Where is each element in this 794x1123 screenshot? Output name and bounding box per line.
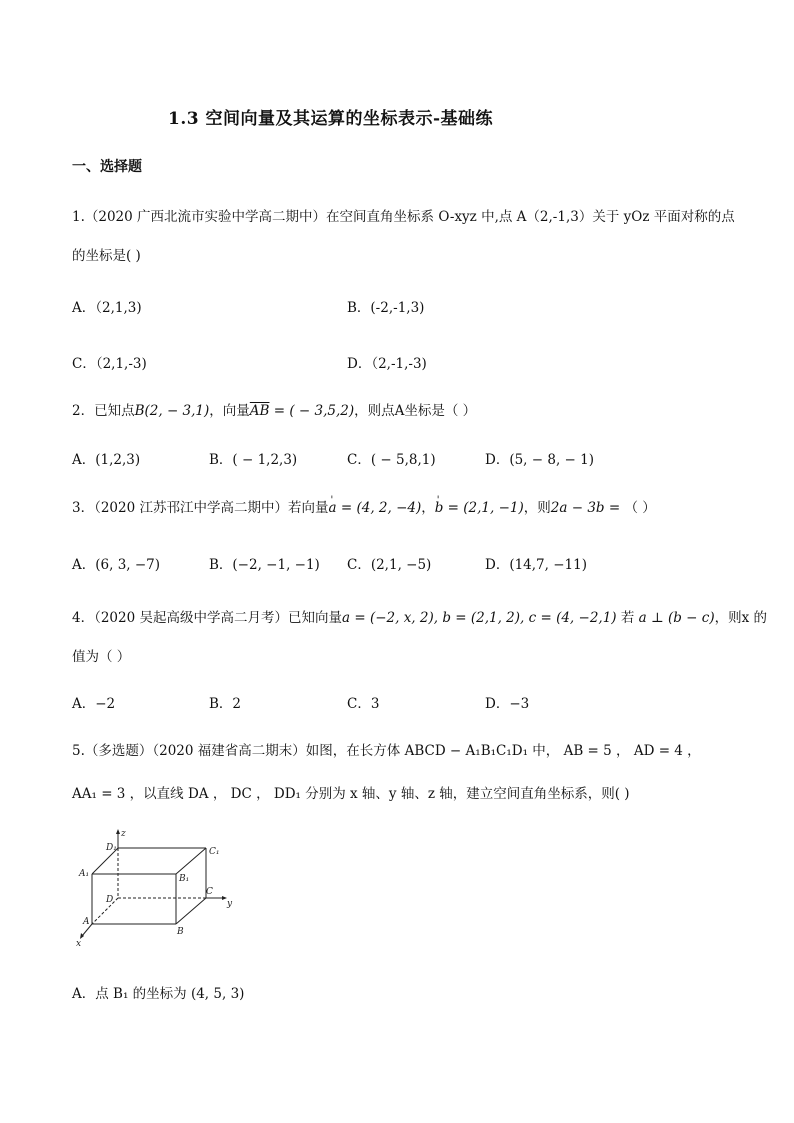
q4-post: ，则x 的 xyxy=(714,610,768,626)
label-c: C xyxy=(206,887,213,897)
edge-bc xyxy=(176,898,206,924)
question-4-line1 xyxy=(72,608,767,628)
q1-option-a: A．（2,1,3) xyxy=(72,300,142,316)
label-y: y xyxy=(227,899,233,909)
question-2 xyxy=(72,401,476,421)
edge-da-hidden xyxy=(92,898,118,924)
section-heading: 一、选择题 xyxy=(72,159,142,175)
q3-vector-a-value: = (4, 2, −4) xyxy=(336,500,422,516)
label-x: x xyxy=(76,939,82,949)
q1-option-d: D．（2,-1,-3) xyxy=(347,356,427,372)
q4-vectors: a = (−2, x, 2), b = (2,1, 2), c = (4, −2,1) xyxy=(342,610,617,626)
q3-option-b: B．(−2, −1, −1) xyxy=(209,557,320,573)
z-arrow xyxy=(116,829,120,834)
q2-mid: ，向量 xyxy=(209,403,250,419)
q1-option-b: B．(-2,-1,3) xyxy=(347,300,425,316)
q3-vector-b-value: = (2,1, −1) xyxy=(443,500,524,516)
q2-vector-value: = ( − 3,5,2) xyxy=(269,403,355,419)
label-d1: D₁ xyxy=(106,843,117,853)
question-1-line1: 1.（2020 广西北流市实验中学高二期中）在空间直角坐标系 O-xyz 中,点 A（2,-1,3）关于 yOz 平面对称的点 xyxy=(72,209,735,225)
q2-post: ，则点A坐标是（ ） xyxy=(354,403,477,419)
q4-mid: 若 xyxy=(616,610,639,626)
q2-vector-ab: $\overline{AB}$ xyxy=(249,403,270,419)
q2-option-a: A．(1,2,3) xyxy=(72,452,141,468)
question-5-line1: 5.（多选题）（2020 福建省高二期末）如图，在长方体 ABCD − A₁B₁C₁D₁ 中， AB = 5 ， AD = 4 ， xyxy=(72,743,701,759)
q3-sep: ， xyxy=(421,500,435,516)
q3-option-d: D．(14,7, −11) xyxy=(485,557,587,573)
q5-option-a: A．点 B₁ 的坐标为 (4, 5, 3) xyxy=(72,986,245,1002)
label-c1: C₁ xyxy=(209,847,220,857)
label-b: B xyxy=(177,927,184,937)
edge-b1c1 xyxy=(176,848,206,874)
q3-post2: = （ ） xyxy=(604,500,656,516)
question-5-line2: AA₁ = 3 ，以直线 DA ， DC ， DD₁ 分别为 x 轴、y 轴、z 轴，建立空间直角坐标系，则( ) xyxy=(72,786,630,802)
q3-vector-b: ' b xyxy=(435,500,444,516)
cuboid-figure xyxy=(72,826,242,950)
q2-point: B(2, − 3,1) xyxy=(134,403,210,419)
label-d: D xyxy=(106,895,114,905)
question-3 xyxy=(72,498,656,518)
q2-option-b: B．( − 1,2,3) xyxy=(209,452,298,468)
label-a: A xyxy=(83,917,90,927)
q3-post1: ，则 xyxy=(523,500,551,516)
q3-vector-a: ' a xyxy=(329,500,337,516)
page-title: 1.3 空间向量及其运算的坐标表示-基础练 xyxy=(168,109,494,129)
q4-option-b: B．2 xyxy=(209,696,242,712)
label-b1: B₁ xyxy=(179,874,190,884)
question-4-line2: 值为（ ） xyxy=(72,649,131,665)
q4-option-d: D．−3 xyxy=(485,696,530,712)
q1-option-c: C．（2,1,-3) xyxy=(72,356,147,372)
q2-option-d: D．(5, − 8, − 1) xyxy=(485,452,594,468)
q3-expression: 2a − 3b xyxy=(550,500,605,516)
q3-pre: 3．（2020 江苏邗江中学高二期中）若向量 xyxy=(72,500,329,516)
q3-option-a: A．(6, 3, −7) xyxy=(72,557,161,573)
q4-option-a: A．−2 xyxy=(72,696,116,712)
q2-pre: 2．已知点 xyxy=(72,403,135,419)
question-1-line2: 的坐标是( ) xyxy=(72,248,141,264)
q4-pre: 4．（2020 吴起高级中学高二月考）已知向量 xyxy=(72,610,342,626)
q4-option-c: C．3 xyxy=(347,696,380,712)
q3-option-c: C．(2,1, −5) xyxy=(347,557,432,573)
label-z: z xyxy=(121,829,126,839)
q4-condition: a ⊥ (b − c) xyxy=(638,610,715,626)
label-a1: A₁ xyxy=(79,869,90,879)
q2-option-c: C．( − 5,8,1) xyxy=(347,452,436,468)
